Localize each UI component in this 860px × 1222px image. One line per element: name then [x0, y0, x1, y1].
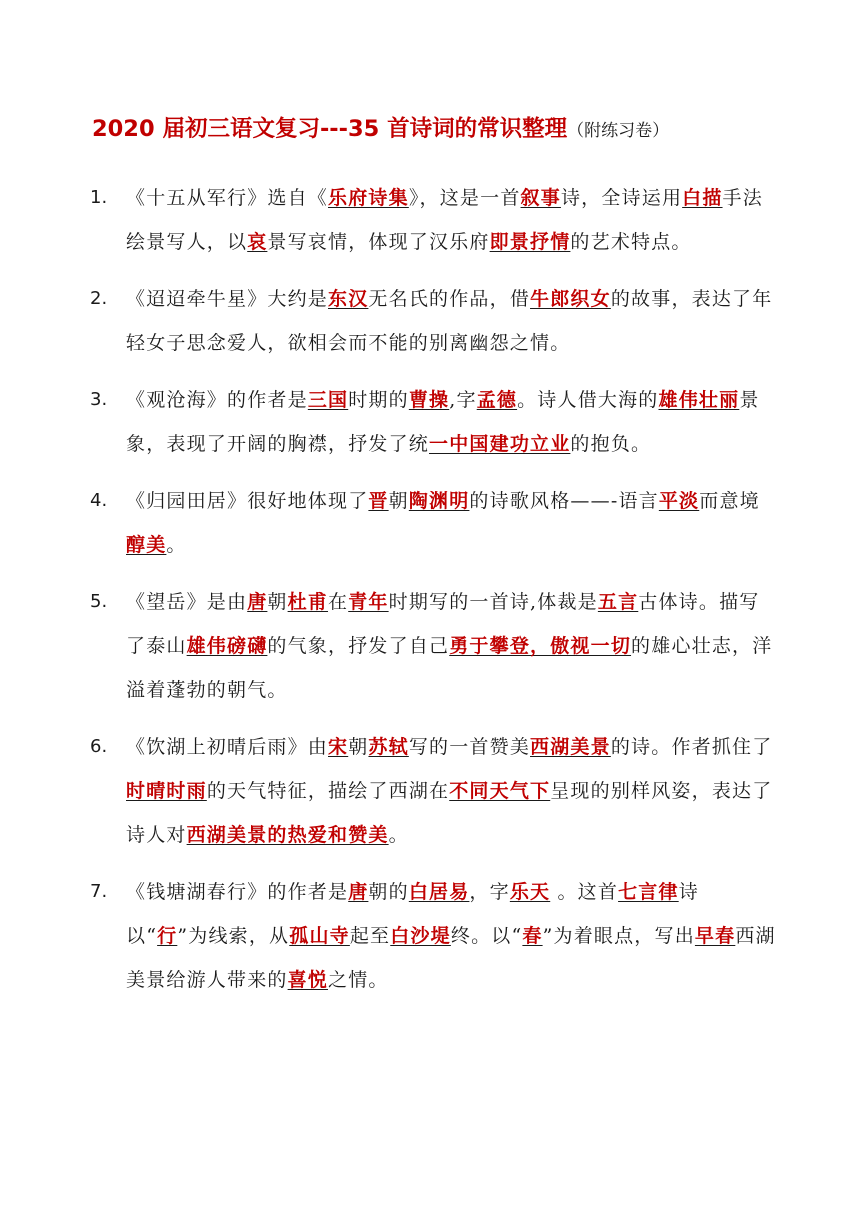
- item-text: ”为着眼点，写出: [542, 925, 695, 947]
- item-text: 景写哀情，体现了汉乐府: [267, 231, 490, 253]
- answer-text: 乐天: [509, 881, 551, 903]
- document-title: [92, 112, 778, 148]
- question-list: [90, 176, 778, 1002]
- item-number: 2.: [90, 288, 108, 309]
- item-text: 的故事，表达了年轻女子思念爱人，欲相会而不能的别离幽怨之情。: [126, 288, 773, 354]
- item-number: 7.: [90, 881, 108, 902]
- answer-text: 哀: [247, 231, 268, 253]
- answer-text: 早春: [694, 925, 736, 947]
- item-number: 3.: [90, 389, 108, 410]
- answer-text: 勇于攀登，傲视一切: [449, 635, 632, 657]
- item-text: 的雄心壮志，洋溢着蓬勃的朝气。: [126, 635, 773, 701]
- answer-text: 白描: [682, 187, 723, 209]
- title-main: 2020 届初三语文复习---35 首诗词的常识整理: [92, 116, 568, 142]
- list-item: [90, 176, 778, 264]
- item-text: 。: [166, 534, 187, 556]
- item-text: 西湖美景给游人带来的: [126, 925, 776, 991]
- answer-text: 孟德: [476, 389, 518, 411]
- answer-text: 时晴时雨: [126, 780, 207, 802]
- answer-text: 叙事: [520, 187, 561, 209]
- item-text: 朝的: [368, 881, 409, 903]
- item-text: 的天气特征，描绘了西湖在: [206, 780, 450, 802]
- answer-text: 即景抒情: [489, 231, 571, 253]
- item-text: ，字: [469, 881, 510, 903]
- item-text: 的诗。作者抓住了: [610, 736, 773, 758]
- list-item: [90, 277, 778, 365]
- item-number: 4.: [90, 490, 108, 511]
- item-text: 在: [328, 591, 349, 613]
- item-number: 6.: [90, 736, 108, 757]
- answer-text: 雄伟磅礴: [186, 635, 268, 657]
- answer-text: 曹操: [408, 389, 450, 411]
- answer-text: 不同天气下: [449, 780, 551, 802]
- item-text: 时期的: [348, 389, 409, 411]
- item-text: 《十五从军行》选自《: [126, 187, 329, 209]
- list-item: [90, 870, 778, 1002]
- answer-text: 平淡: [658, 490, 700, 512]
- item-text: 《观沧海》的作者是: [126, 389, 308, 411]
- answer-text: 白沙堤: [390, 925, 451, 947]
- answer-text: 一中国建功立业: [429, 433, 571, 455]
- answer-text: 陶渊明: [408, 490, 470, 512]
- item-text: 。诗人借大海的: [517, 389, 659, 411]
- item-text: 呈现的别样风姿，表达了诗人对: [126, 780, 773, 846]
- list-item: [90, 378, 778, 466]
- answer-text: 行: [157, 925, 178, 947]
- item-text: 朝: [267, 591, 288, 613]
- answer-text: 唐: [348, 881, 369, 903]
- item-text: 《归园田居》很好地体现了: [126, 490, 369, 512]
- answer-text: 七言律: [618, 881, 679, 903]
- title-subtitle: （附练习卷）: [567, 121, 670, 141]
- list-item: [90, 580, 778, 712]
- item-text: 起至: [349, 925, 391, 947]
- answer-text: 西湖美景的热爱和赞美: [186, 824, 389, 846]
- answer-text: 牛郎织女: [530, 288, 611, 310]
- item-text: 诗，全诗运用: [560, 187, 683, 209]
- item-text: 》，这是一首: [408, 187, 521, 209]
- answer-text: 白居易: [408, 881, 470, 903]
- item-text: 《迢迢牵牛星》大约是: [126, 288, 329, 310]
- answer-text: 孤山寺: [289, 925, 350, 947]
- answer-text: 苏轼: [368, 736, 409, 758]
- answer-text: 三国: [307, 389, 349, 411]
- item-text: 《饮湖上初晴后雨》由: [126, 736, 329, 758]
- item-text: 。: [388, 824, 409, 846]
- item-text: 景象，表现了开阔的胸襟，抒发了统: [126, 389, 760, 455]
- answer-text: 春: [522, 925, 543, 947]
- item-text: 的艺术特点。: [570, 231, 692, 253]
- item-text: 之情。: [328, 969, 389, 991]
- answer-text: 青年: [348, 591, 389, 613]
- answer-text: 唐: [247, 591, 268, 613]
- item-text: 无名氏的作品，借: [368, 288, 531, 310]
- item-text: 手法绘景写人，以: [126, 187, 763, 253]
- item-text: 的诗歌风格——-语言: [469, 490, 659, 512]
- answer-text: 杜甫: [287, 591, 329, 613]
- answer-text: 五言: [597, 591, 639, 613]
- item-number: 5.: [90, 591, 108, 612]
- item-number: 1.: [90, 187, 108, 208]
- item-text: 终。以“: [450, 925, 523, 947]
- answer-text: 宋: [328, 736, 349, 758]
- item-text: 的抱负。: [570, 433, 652, 455]
- answer-text: 东汉: [328, 288, 369, 310]
- list-item: [90, 725, 778, 857]
- item-text: 诗以“: [126, 881, 699, 947]
- item-text: 而意境: [699, 490, 760, 512]
- item-text: 写的一首赞美: [408, 736, 531, 758]
- item-text: 《钱塘湖春行》的作者是: [126, 881, 349, 903]
- item-text: 《望岳》是由: [126, 591, 248, 613]
- list-item: [90, 479, 778, 567]
- answer-text: 喜悦: [287, 969, 329, 991]
- item-text: 古体诗。描写了泰山: [126, 591, 760, 657]
- item-text: ”为线索，从: [177, 925, 290, 947]
- answer-text: 晋: [368, 490, 389, 512]
- answer-text: 西湖美景: [530, 736, 611, 758]
- answer-text: 雄伟壮丽: [658, 389, 740, 411]
- item-text: 时期写的一首诗,体裁是: [388, 591, 598, 613]
- item-text: 朝: [348, 736, 369, 758]
- item-text: 。这首: [550, 881, 619, 903]
- item-text: 朝: [388, 490, 409, 512]
- item-text: 的气象，抒发了自己: [267, 635, 450, 657]
- item-text: ,字: [449, 389, 477, 411]
- answer-text: 醇美: [126, 534, 167, 556]
- answer-text: 乐府诗集: [328, 187, 409, 209]
